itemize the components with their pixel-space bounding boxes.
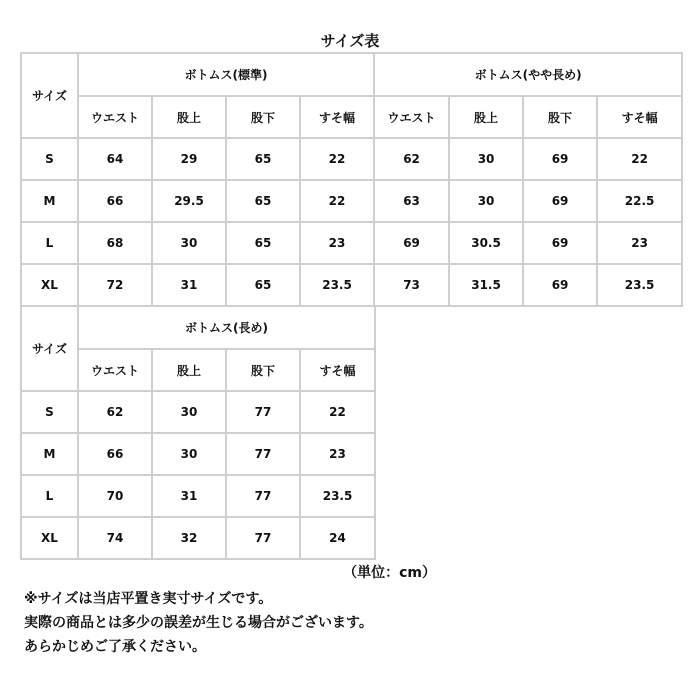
- cell: 77: [226, 391, 300, 433]
- group-header-long: ボトムス(長め): [78, 306, 375, 349]
- table-row: [21, 391, 375, 433]
- cell: 63: [374, 180, 449, 222]
- table-row: [21, 264, 682, 306]
- size-label: M: [21, 433, 78, 475]
- cell: 22.5: [597, 180, 682, 222]
- size-table-standard-and-slightly-long: [20, 52, 683, 307]
- cell: 30: [152, 222, 226, 264]
- cell: 62: [374, 138, 449, 180]
- column-header-waist: ウエスト: [78, 96, 152, 138]
- table-row: [21, 517, 375, 559]
- cell: 62: [78, 391, 152, 433]
- page-title: サイズ表: [320, 32, 380, 50]
- column-header-waist: ウエスト: [78, 349, 152, 391]
- table-row: [21, 180, 682, 222]
- cell: 65: [226, 222, 300, 264]
- size-header: サイズ: [21, 53, 78, 138]
- cell: 77: [226, 475, 300, 517]
- cell: 65: [226, 264, 300, 306]
- size-label: XL: [21, 264, 78, 306]
- note-line: 実際の商品とは多少の誤差が生じる場合がございます。: [24, 615, 373, 631]
- cell: 23.5: [597, 264, 682, 306]
- column-header-rise: 股上: [152, 96, 226, 138]
- table-row: [21, 222, 682, 264]
- size-header: サイズ: [21, 306, 78, 391]
- cell: 23.5: [300, 475, 375, 517]
- size-label: S: [21, 391, 78, 433]
- cell: 29: [152, 138, 226, 180]
- cell: 23: [300, 222, 374, 264]
- column-header-rise: 股上: [449, 96, 523, 138]
- size-label: L: [21, 475, 78, 517]
- notes: [24, 587, 373, 659]
- group-header-slightly-long: ボトムス(やや長め): [374, 53, 682, 96]
- cell: 69: [374, 222, 449, 264]
- note-line: あらかじめご了承ください。: [24, 639, 206, 655]
- cell: 30.5: [449, 222, 523, 264]
- cell: 30: [449, 180, 523, 222]
- cell: 22: [300, 180, 374, 222]
- size-table-long: [20, 305, 376, 560]
- column-header-hem-width: すそ幅: [300, 349, 375, 391]
- cell: 22: [300, 138, 374, 180]
- cell: 73: [374, 264, 449, 306]
- size-label: S: [21, 138, 78, 180]
- cell: 30: [152, 391, 226, 433]
- group-header-standard: ボトムス(標準): [78, 53, 374, 96]
- column-header-waist: ウエスト: [374, 96, 449, 138]
- cell: 70: [78, 475, 152, 517]
- cell: 69: [523, 222, 597, 264]
- column-header-hem-width: すそ幅: [597, 96, 682, 138]
- cell: 29.5: [152, 180, 226, 222]
- cell: 31.5: [449, 264, 523, 306]
- column-header-hem-width: すそ幅: [300, 96, 374, 138]
- column-header-inseam: 股下: [523, 96, 597, 138]
- column-header-rise: 股上: [152, 349, 226, 391]
- note-line: ※サイズは当店平置き実寸サイズです。: [24, 591, 273, 607]
- size-label: XL: [21, 517, 78, 559]
- cell: 74: [78, 517, 152, 559]
- cell: 23: [300, 433, 375, 475]
- cell: 68: [78, 222, 152, 264]
- cell: 32: [152, 517, 226, 559]
- cell: 65: [226, 138, 300, 180]
- unit-label: （単位：cm）: [343, 565, 436, 581]
- cell: 30: [152, 433, 226, 475]
- size-label: M: [21, 180, 78, 222]
- table-row: [21, 433, 375, 475]
- cell: 65: [226, 180, 300, 222]
- cell: 24: [300, 517, 375, 559]
- cell: 77: [226, 517, 300, 559]
- table-row: [21, 138, 682, 180]
- cell: 69: [523, 180, 597, 222]
- cell: 64: [78, 138, 152, 180]
- cell: 22: [597, 138, 682, 180]
- column-header-inseam: 股下: [226, 96, 300, 138]
- cell: 72: [78, 264, 152, 306]
- size-label: L: [21, 222, 78, 264]
- cell: 69: [523, 138, 597, 180]
- cell: 31: [152, 264, 226, 306]
- cell: 66: [78, 433, 152, 475]
- table-row: [21, 475, 375, 517]
- cell: 23: [597, 222, 682, 264]
- cell: 66: [78, 180, 152, 222]
- cell: 30: [449, 138, 523, 180]
- cell: 22: [300, 391, 375, 433]
- cell: 23.5: [300, 264, 374, 306]
- cell: 69: [523, 264, 597, 306]
- column-header-inseam: 股下: [226, 349, 300, 391]
- cell: 31: [152, 475, 226, 517]
- cell: 77: [226, 433, 300, 475]
